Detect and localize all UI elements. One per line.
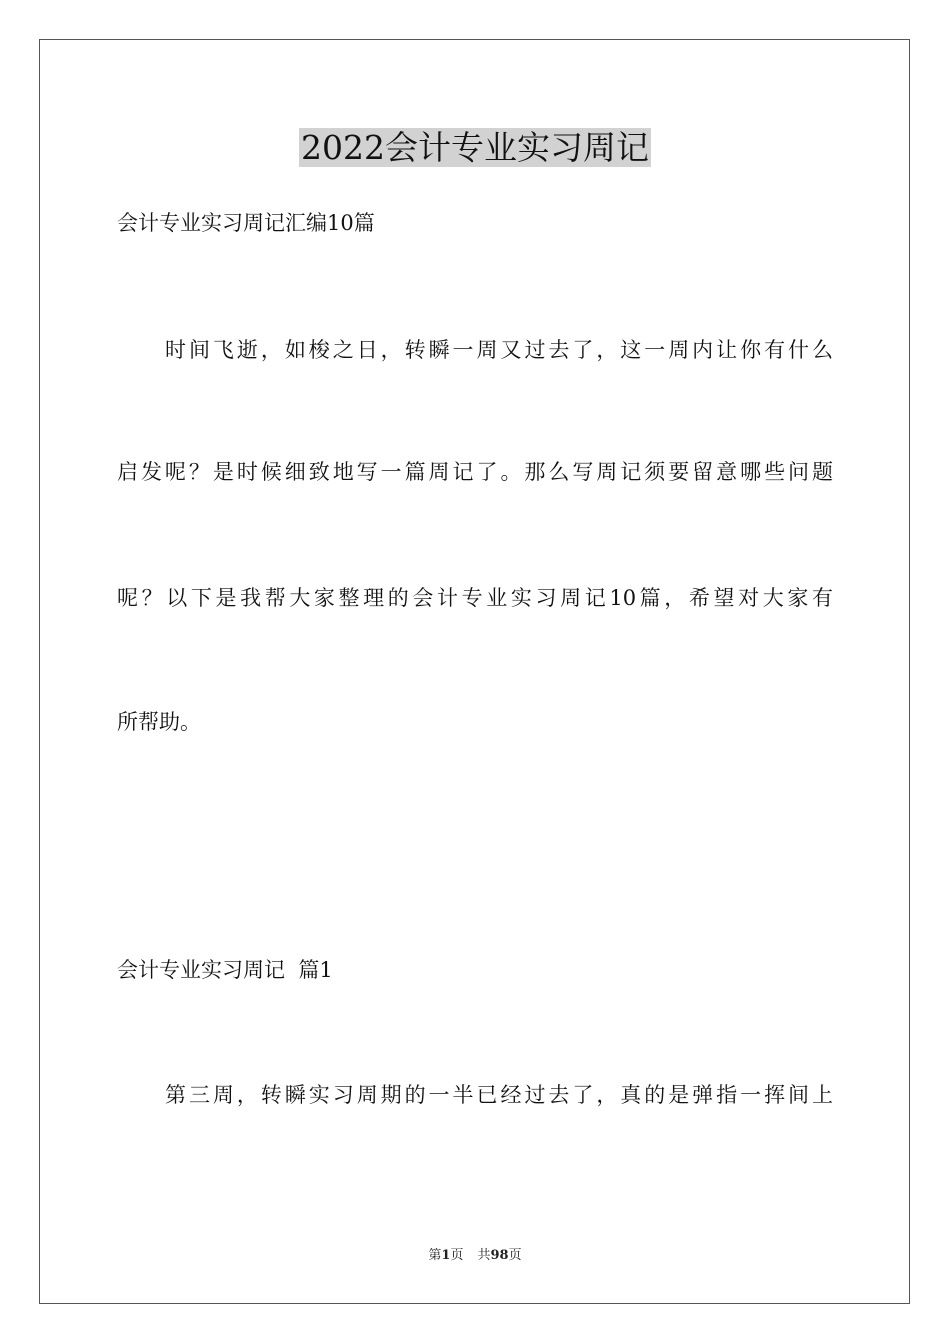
footer-total-pages: 98 [490, 1248, 509, 1263]
section-line-1: 第三周，转瞬实习周期的一半已经过去了，真的是弹指一挥间上 [165, 1083, 833, 1107]
document-title [0, 126, 950, 170]
page-footer [0, 1247, 950, 1265]
document-subtitle: 会计专业实习周记汇编10篇 [117, 211, 375, 235]
intro-line-3: 呢？以下是我帮大家整理的会计专业实习周记10篇，希望对大家有 [117, 586, 833, 610]
document-title-text: 2022会计专业实习周记 [301, 128, 649, 167]
footer-page-prefix: 第 [428, 1248, 442, 1263]
footer-total-prefix: 共 [477, 1248, 491, 1263]
footer-page-number: 1 [441, 1248, 451, 1263]
intro-line-4: 所帮助。 [117, 710, 201, 734]
footer-total-suffix: 页 [508, 1248, 522, 1263]
intro-line-2: 启发呢？是时候细致地写一篇周记了。那么写周记须要留意哪些问题 [117, 460, 833, 484]
footer-page-suffix: 页 [450, 1248, 464, 1263]
section-heading: 会计专业实习周记 篇1 [117, 958, 333, 982]
intro-line-1: 时间飞逝，如梭之日，转瞬一周又过去了，这一周内让你有什么 [165, 338, 833, 362]
